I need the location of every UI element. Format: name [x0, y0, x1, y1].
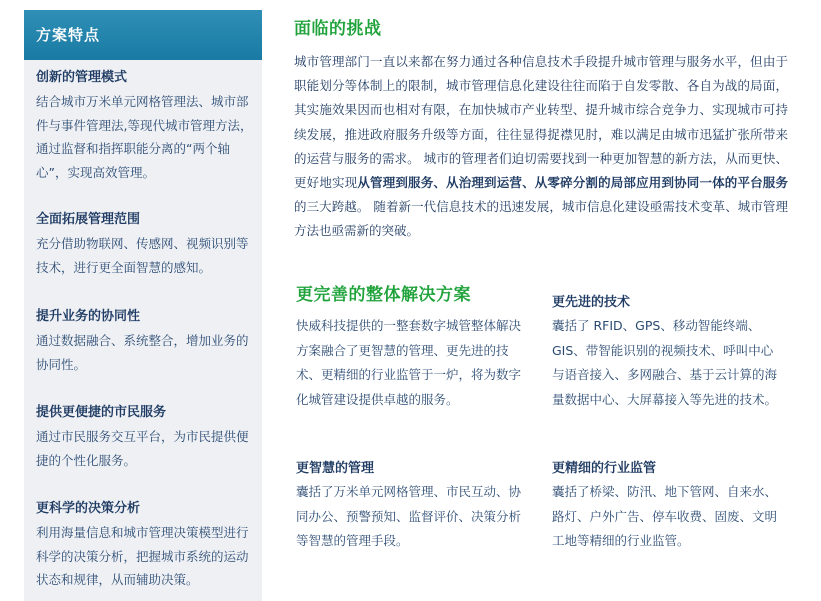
- feature-title: 提升业务的协同性: [36, 309, 141, 324]
- feature-title: 更科学的决策分析: [36, 501, 141, 516]
- feature-desc: 通过数据融合、系统整合，增加业务的协同性。: [36, 333, 249, 372]
- fine-title: 更精细的行业监管: [552, 461, 657, 476]
- challenge-text-part2: 的三大跨越。 随着新一代信息技术的迅速发展，城市信息化建设亟需技术变革、城市管理方法也亟需新的突破。: [294, 199, 788, 239]
- feature-innovative-management: [24, 67, 262, 184]
- feature-citizen-service: [24, 402, 262, 472]
- smart-desc: 囊括了万米单元网格管理、市民互动、协同办公、预警预知、监督评价、决策分析等智慧的管理手段。: [296, 484, 522, 548]
- sidebar-header: 方案特点: [24, 10, 262, 60]
- feature-desc: 结合城市万米单元网格管理法、城市部件与事件管理法,等现代城市管理方法，通过监督和指挥职能分离的“两个轴心”，实现高效管理。: [36, 94, 253, 180]
- challenge-text-part1: 城市管理部门一直以来都在努力通过各种信息技术手段提升城市管理与服务水平，但由于职能划分等体制上的限制，城市管理信息化建设往往而陷于自发零散、各自为战的局面，其实施效果因而也相对有限，在加快城市产业转型、提升城市综合竞争力、实现城市可持续发展，推进政府服务升级等方面，往往显得捉襟见肘，难以满足由城市迅猛扩张所带来的运营与服务的需求。 城市的管理者们迫切需要找到一种更加智慧的新方法，从而更快、更好地实现: [294, 54, 788, 191]
- challenge-bold-text: 从管理到服务、从治理到运营、从零碎分割的局部应用到协同一体的平台服务: [357, 175, 788, 191]
- feature-title: 全面拓展管理范围: [36, 212, 141, 227]
- feature-desc: 利用海量信息和城市管理决策模型进行科学的决策分析，把握城市系统的运动状态和规律，从而辅助决策。: [36, 525, 249, 587]
- feature-title: 创新的管理模式: [36, 70, 128, 85]
- feature-title: 提供更便捷的市民服务: [36, 405, 167, 420]
- tech-desc: 囊括了 RFID、GPS、移动智能终端、GIS、带智能识别的视频技术、呼叫中心与语音接入、多网融合、基于云计算的海量数据中心、大屏幕接入等先进的技术。: [552, 318, 778, 407]
- solution-title: 更完善的整体解决方案: [296, 285, 471, 305]
- smart-title: 更智慧的管理: [296, 461, 375, 476]
- feature-desc: 充分借助物联网、传感网、视频识别等技术，进行更全面智慧的感知。: [36, 236, 249, 275]
- fine-regulation-block: [552, 458, 778, 554]
- feature-desc: 通过市民服务交互平台，为市民提供便捷的个性化服务。: [36, 429, 249, 468]
- feature-decision-analysis: [24, 498, 262, 592]
- challenge-text: [294, 50, 788, 244]
- solution-desc: 快威科技提供的一整套数字城管整体解决方案融合了更智慧的管理、更先进的技术、更精细的行业监管于一炉，将为数字化城管建设提供卓越的服务。: [296, 318, 522, 407]
- fine-desc: 囊括了桥梁、防汛、地下管网、自来水、路灯、户外广告、停车收费、固废、文明工地等精细的行业监管。: [552, 484, 778, 548]
- smart-management-block: [296, 458, 528, 554]
- advanced-tech-block: [552, 292, 778, 412]
- challenge-title: 面临的挑战: [294, 19, 382, 39]
- tech-title: 更先进的技术: [552, 295, 631, 310]
- features-sidebar: [24, 10, 262, 601]
- feature-expand-scope: [24, 209, 262, 279]
- feature-collaboration: [24, 306, 262, 376]
